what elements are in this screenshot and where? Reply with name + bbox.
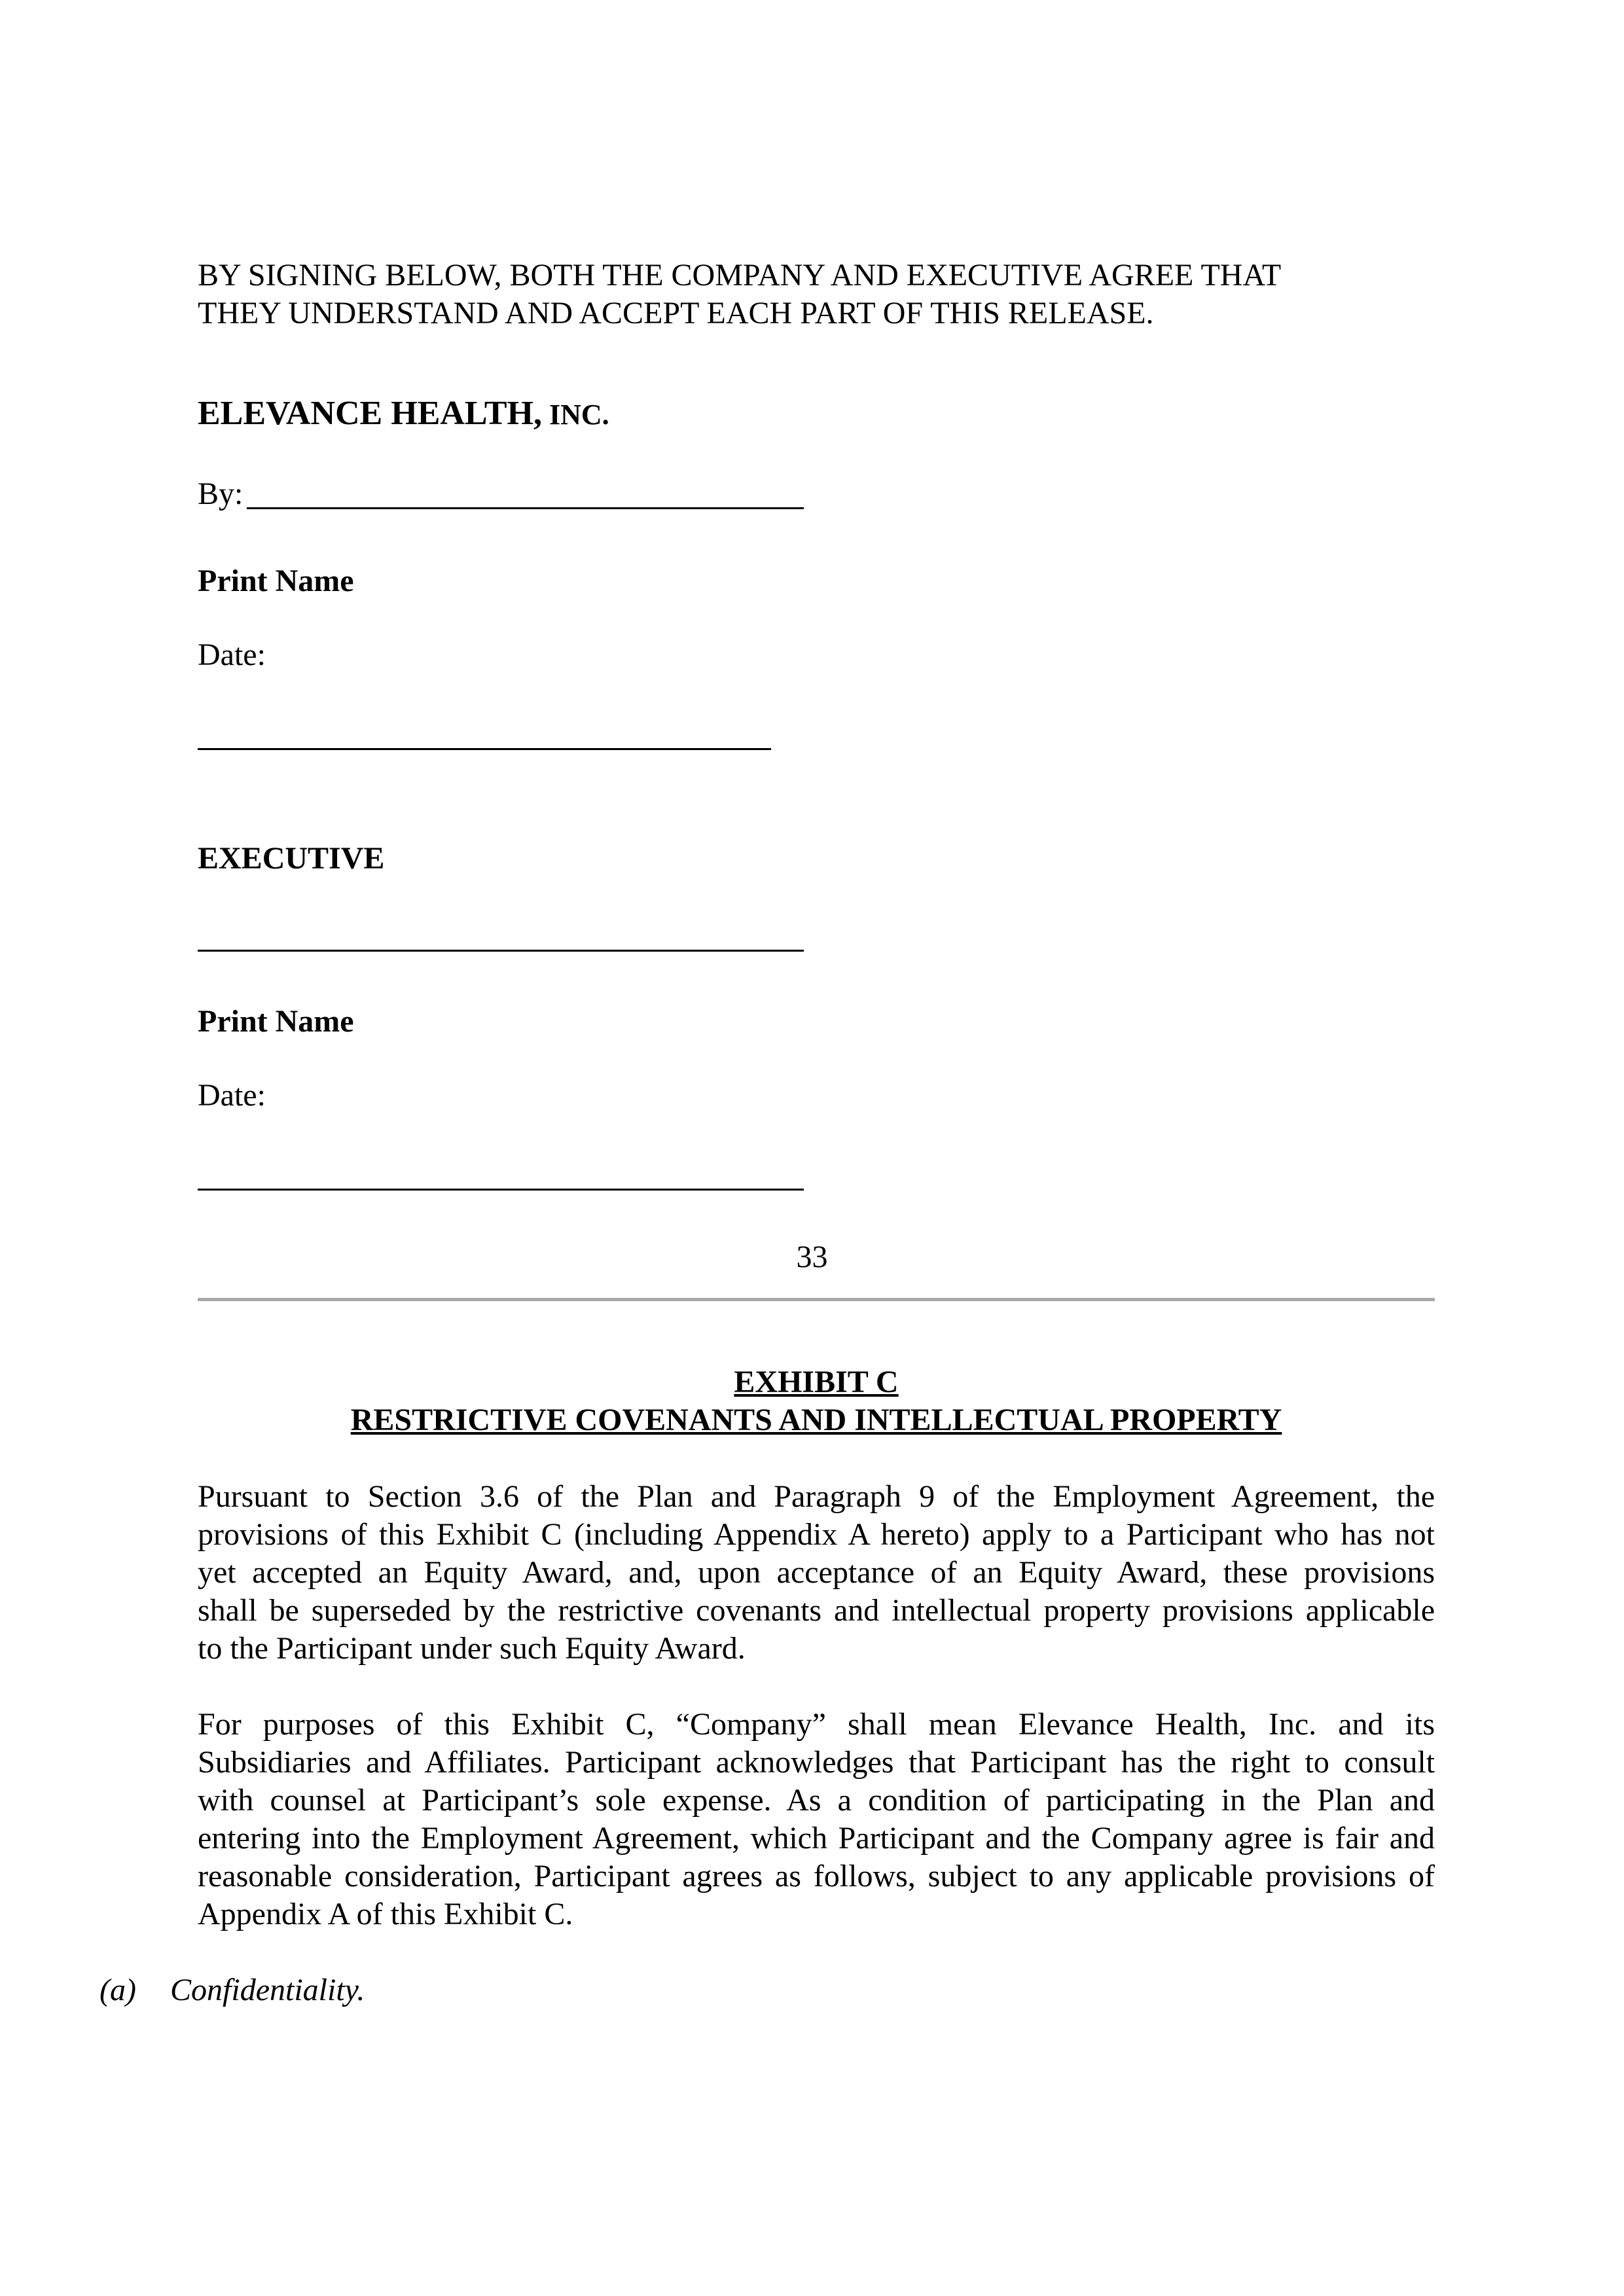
executive-date-label: Date: xyxy=(198,1078,266,1113)
company-print-name-label: Print Name xyxy=(198,564,354,598)
company-date-label: Date: xyxy=(198,637,266,672)
page-separator xyxy=(198,1298,1435,1301)
executive-signature-line[interactable] xyxy=(198,950,804,952)
acknowledgement-line-1: BY SIGNING BELOW, BOTH THE COMPANY AND EXECUTIVE AGREE THAT xyxy=(198,258,1282,293)
paragraph-line: Subsidiaries and Affiliates. Participant acknowledges that Participant has the right to consult xyxy=(198,1745,1435,1780)
item-marker: (a) xyxy=(99,1973,136,2007)
section-item-a xyxy=(99,1971,365,2009)
paragraph-line: reasonable consideration, Participant agrees as follows, subject to any applicable provisions of xyxy=(198,1859,1435,1893)
paragraph-line: provisions of this Exhibit C (including Appendix A hereto) apply to a Participant who has not xyxy=(198,1517,1435,1552)
paragraph-line: to the Participant under such Equity Award. xyxy=(198,1631,746,1666)
acknowledgement-line-2: THEY UNDERSTAND AND ACCEPT EACH PART OF THIS RELEASE. xyxy=(198,296,1154,331)
exhibit-paragraph-1 xyxy=(198,1478,1435,1668)
company-name xyxy=(198,393,609,436)
page-number: 33 xyxy=(796,1240,828,1274)
company-by-label: By: xyxy=(198,476,244,511)
paragraph-line: shall be superseded by the restrictive covenants and intellectual property provisions applicable xyxy=(198,1593,1435,1628)
exhibit-subtitle: RESTRICTIVE COVENANTS AND INTELLECTUAL PROPERTY xyxy=(350,1403,1282,1437)
company-signature-line[interactable] xyxy=(247,507,804,509)
exhibit-paragraph-2 xyxy=(198,1706,1435,1933)
paragraph-line: entering into the Employment Agreement, which Participant and the Company agree is fair and xyxy=(198,1821,1435,1856)
company-name-suffix: INC. xyxy=(541,399,609,431)
executive-print-name-label: Print Name xyxy=(198,1004,354,1039)
paragraph-line: Appendix A of this Exhibit C. xyxy=(198,1897,573,1931)
paragraph-line: with counsel at Participant’s sole expense. As a condition of participating in the Plan and xyxy=(198,1783,1435,1818)
exhibit-title: EXHIBIT C xyxy=(734,1365,899,1399)
paragraph-line: Pursuant to Section 3.6 of the Plan and Paragraph 9 of the Employment Agreement, the xyxy=(198,1479,1435,1514)
item-heading: Confidentiality. xyxy=(170,1973,365,2007)
paragraph-line: yet accepted an Equity Award, and, upon acceptance of an Equity Award, these provisions xyxy=(198,1555,1435,1590)
company-name-main: ELEVANCE HEALTH, xyxy=(198,395,542,432)
release-acknowledgement xyxy=(198,257,1281,332)
executive-label: EXECUTIVE xyxy=(198,841,385,876)
paragraph-line: For purposes of this Exhibit C, “Company” shall mean Elevance Health, Inc. and its xyxy=(198,1707,1435,1742)
executive-date-line[interactable] xyxy=(198,1189,804,1191)
company-date-line[interactable] xyxy=(198,748,771,750)
